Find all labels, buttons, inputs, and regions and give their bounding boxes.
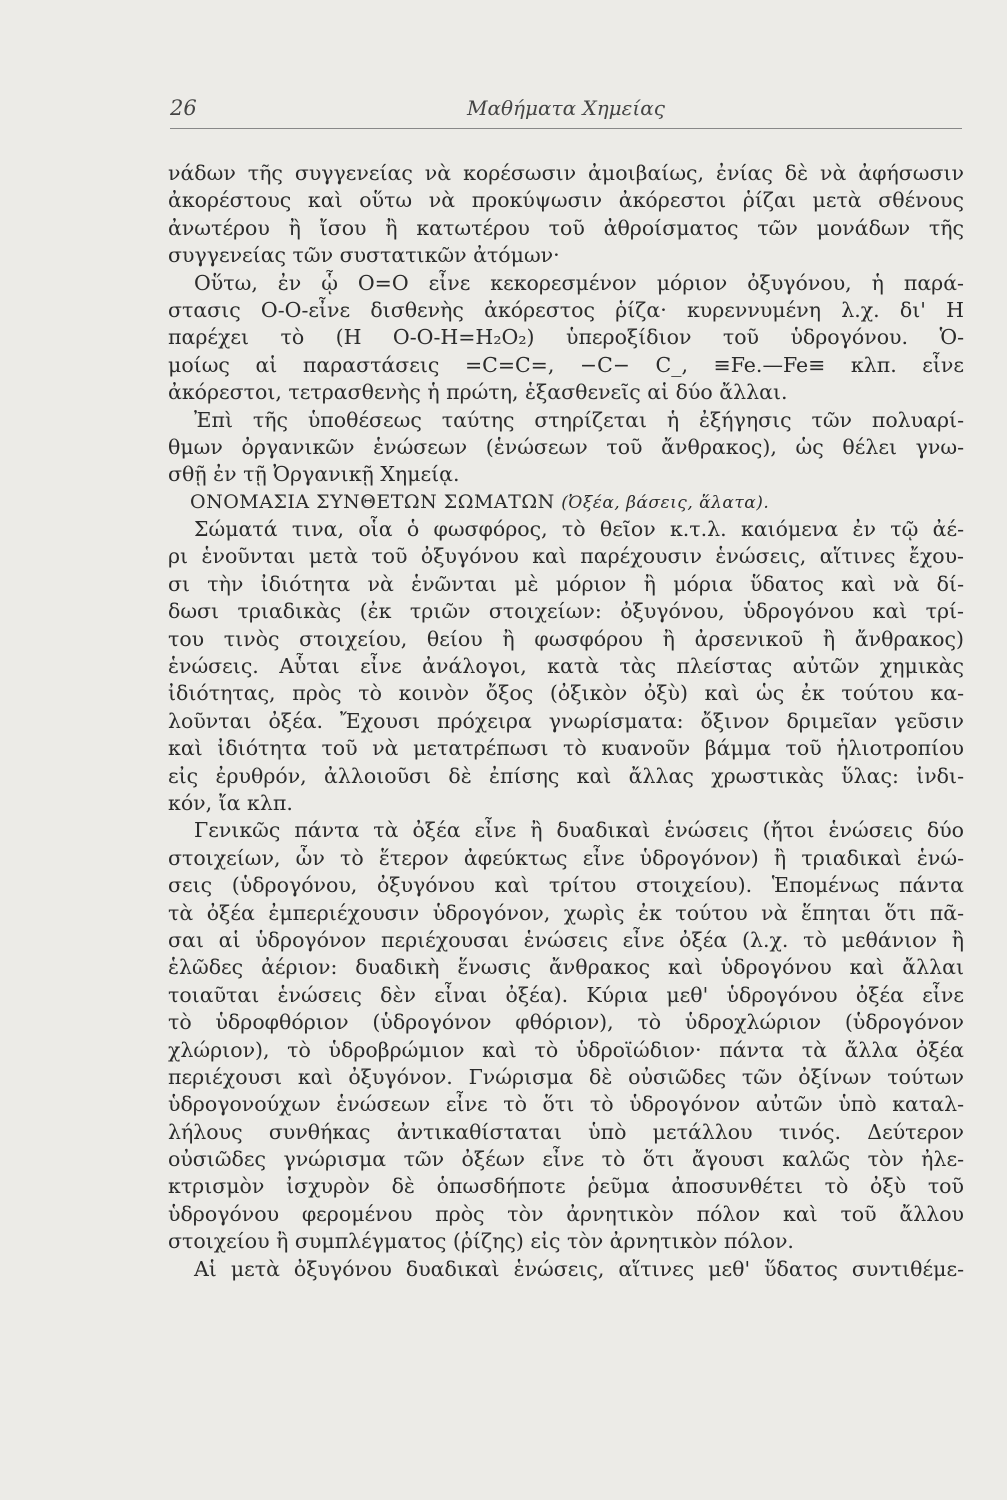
text-line: Ἐπὶ τῆς ὑποθέσεως ταύτης στηρίζεται ἡ ἐξήγησις τῶν πολυαρί-: [194, 407, 964, 432]
text-line: ἀκορέστους καὶ οὕτω νὰ προκύψωσιν ἀκόρεστοι ῥίζαι μετὰ σθένους: [168, 188, 964, 213]
running-title: Μαθήματα Χημείας: [467, 96, 665, 120]
text-line: οὐσιῶδες γνώρισμα τῶν ὀξέων εἶνε τὸ ὅτι ἄγουσι καλῶς τὸν ἠλε-: [168, 1147, 964, 1172]
text-line: Γενικῶς πάντα τὰ ὀξέα εἶνε ἢ δυαδικαὶ ἑνώσεις (ἤτοι ἑνώσεις δύο: [194, 818, 964, 843]
text-line: σι τὴν ἰδιότητα νὰ ἑνῶνται μὲ μόριον ἢ μόρια ὕδατος καὶ νὰ δί-: [168, 571, 964, 596]
text-line: σθῇ ἐν τῇ Ὀργανικῇ Χημείᾳ.: [168, 462, 460, 487]
text-line: στοιχείων, ὧν τὸ ἕτερον ἀφεύκτως εἶνε ὑδρογόνον) ἢ τριαδικαὶ ἑνώ-: [168, 845, 964, 870]
text-line: συγγενείας τῶν συστατικῶν ἀτόμων·: [168, 243, 560, 268]
header-rule: [170, 128, 962, 129]
text-line: λήλους συνθήκας ἀντικαθίσταται ὑπὸ μετάλλου τινός. Δεύτερον: [168, 1119, 964, 1144]
text-line: ἰδιότητας, πρὸς τὸ κοινὸν ὄξος (ὀξικὸν ὀξὺ) καὶ ὡς ἐκ τούτου κα-: [168, 681, 964, 706]
text-line: ὑδρογόνου φερομένου πρὸς τὸν ἀρνητικὸν πόλον καὶ τοῦ ἄλλου: [168, 1201, 964, 1226]
section-heading-title: ΟΝΟΜΑΣΙΑ ΣΥΝΘΕΤΩΝ ΣΩΜΑΤΩΝ: [190, 490, 555, 513]
body-text: [168, 160, 964, 1283]
text-line: στασις Ο-Ο-εἶνε δισθενὴς ἀκόρεστος ῥίζα· κυρεννυμένη λ.χ. δι' Η: [168, 297, 964, 322]
text-line: σεις (ὑδρογόνου, ὀξυγόνου καὶ τρίτου στοιχείου). Ἑπομένως πάντα: [168, 873, 964, 898]
section-heading: [168, 489, 964, 516]
text-line: Αἱ μετὰ ὀξυγόνου δυαδικαὶ ἑνώσεις, αἵτινες μεθ' ὕδατος συντιθέμε-: [194, 1256, 964, 1281]
text-line: νάδων τῆς συγγενείας νὰ κορέσωσιν ἀμοιβαίως, ἐνίας δὲ νὰ ἀφήσωσιν: [168, 161, 964, 185]
text-line: σαι αἱ ὑδρογόνον περιέχουσαι ἑνώσεις εἶνε ὀξέα (λ.χ. τὸ μεθάνιον ἢ: [168, 927, 964, 952]
text-line: ἑλῶδες ἀέριον: δυαδικὴ ἕνωσις ἄνθρακος καὶ ὑδρογόνου καὶ ἄλλαι: [168, 955, 964, 980]
text-line: ρι ἑνοῦνται μετὰ τοῦ ὀξυγόνου καὶ παρέχουσιν ἑνώσεις, αἵτινες ἔχου-: [168, 544, 964, 569]
text-line: Σώματά τινα, οἷα ὁ φωσφόρος, τὸ θεῖον κ.τ.λ. καιόμενα ἐν τῷ ἀέ-: [194, 517, 964, 542]
text-line: στοιχείου ἢ συμπλέγματος (ῥίζης) εἰς τὸν ἀρνητικὸν πόλον.: [168, 1229, 794, 1254]
text-line: χλώριον), τὸ ὑδροβρώμιον καὶ τὸ ὑδροϊώδιον· πάντα τὰ ἄλλα ὀξέα: [168, 1037, 964, 1062]
text-line: τὰ ὀξέα ἐμπεριέχουσιν ὑδρογόνον, χωρὶς ἐκ τούτου νὰ ἕπηται ὅτι πᾶ-: [168, 900, 964, 925]
text-line: περιέχουσι καὶ ὀξυγόνον. Γνώρισμα δὲ οὐσιῶδες τῶν ὀξίνων τούτων: [168, 1064, 964, 1089]
text-line: ἀνωτέρου ἢ ἴσου ἢ κατωτέρου τοῦ ἀθροίσματος τῶν μονάδων τῆς: [168, 215, 964, 240]
text-line: κόν, ἴα κλπ.: [168, 790, 293, 815]
page-number: 26: [170, 96, 197, 120]
text-line: λοῦνται ὀξέα. Ἔχουσι πρόχειρα γνωρίσματα: ὄξινον δριμεῖαν γεῦσιν: [168, 708, 964, 733]
text-line: μοίως αἱ παραστάσεις =C=C=, −C− C_, ≡Fe.—Fe≡ κλπ. εἶνε: [168, 352, 964, 377]
text-line: παρέχει τὸ (Η Ο-Ο-Η=Η₂Ο₂) ὑπεροξίδιον τοῦ ὑδρογόνου. Ὁ-: [168, 325, 964, 350]
text-line: ὑδρογονούχων ἑνώσεων εἶνε τὸ ὅτι τὸ ὑδρογόνον αὐτῶν ὑπὸ καταλ-: [168, 1092, 964, 1117]
section-heading-subtitle: (Ὀξέα, βάσεις, ἅλατα).: [561, 492, 770, 513]
text-line: εἰς ἐρυθρόν, ἀλλοιοῦσι δὲ ἐπίσης καὶ ἄλλας χρωστικὰς ὕλας: ἰνδι-: [168, 763, 964, 788]
text-line: Οὕτω, ἐν ᾧ Ο=Ο εἶνε κεκορεσμένον μόριον ὀξυγόνου, ἡ παρά-: [194, 270, 964, 295]
text-line: κτρισμὸν ἰσχυρὸν δὲ ὁπωσδήποτε ῥεῦμα ἀποσυνθέτει τὸ ὀξὺ τοῦ: [168, 1174, 964, 1199]
text-line: δωσι τριαδικὰς (ἐκ τριῶν στοιχείων: ὀξυγόνου, ὑδρογόνου καὶ τρί-: [168, 599, 964, 624]
text-line: καὶ ἰδιότητα τοῦ νὰ μετατρέπωσι τὸ κυανοῦν βάμμα τοῦ ἡλιοτροπίου: [168, 736, 964, 761]
text-line: ἀκόρεστοι, τετρασθενὴς ἡ πρώτη, ἑξασθενεῖς αἱ δύο ἄλλαι.: [168, 380, 788, 405]
text-line: ἑνώσεις. Αὗται εἶνε ἀνάλογοι, κατὰ τὰς πλείστας αὐτῶν χημικὰς: [168, 654, 964, 679]
text-line: θμων ὀργανικῶν ἑνώσεων (ἑνώσεων τοῦ ἄνθρακος), ὡς θέλει γνω-: [168, 434, 964, 459]
text-line: τὸ ὑδροφθόριον (ὑδρογόνον φθόριον), τὸ ὑδροχλώριον (ὑδρογόνον: [168, 1010, 964, 1035]
text-line: τοιαῦται ἑνώσεις δὲν εἶναι ὀξέα). Κύρια μεθ' ὑδρογόνου ὀξέα εἶνε: [168, 982, 964, 1007]
text-line: του τινὸς στοιχείου, θείου ἢ φωσφόρου ἢ ἀρσενικοῦ ἢ ἄνθρακος): [168, 626, 964, 651]
page-header: [170, 92, 962, 128]
